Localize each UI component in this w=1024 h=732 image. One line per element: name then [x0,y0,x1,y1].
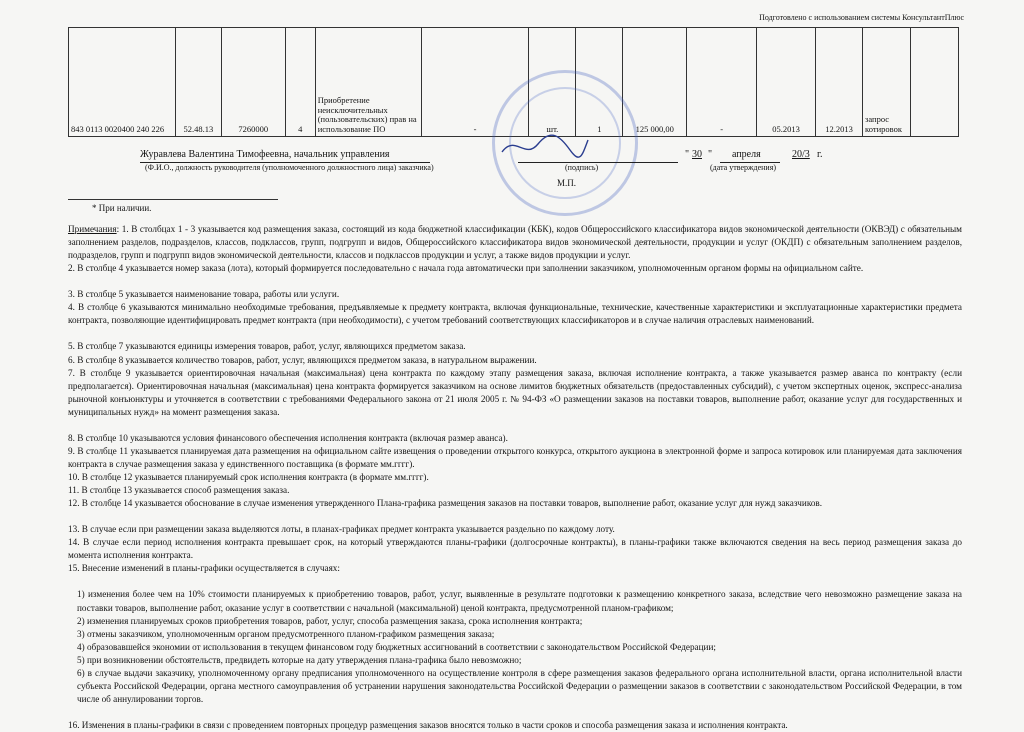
note-15: 15. Внесение изменений в планы-графики осуществляется в случаях: [68,563,340,574]
note-11: 11. В столбце 13 указывается способ размещения заказа. [68,485,290,496]
notes-section [68,223,962,732]
note-14: 14. В случае если период исполнения контракта превышает срок, на который утверждаются планы-графики (долгосрочные контракты), в планы-графики также включаются сведения на весь период размещения заказа до момента исполнения контракта. [68,537,962,561]
cell-order-num: 4 [285,28,315,137]
note-16: 16. Изменения в планы-графики в связи с проведением повторных процедур размещения заказов вносятся только в части сроков и способа размещения заказа и исполнения контракта. [68,720,788,730]
note-1: : 1. В столбцах 1 - 3 указывается код размещения заказа, состоящий из кода бюджетной классификации (КБК), кодов Общероссийского классификатора видов экономической деятельности (ОКВЭД) с обязательным заполнением разделов, подразделов, классов, подклассов, групп, подгрупп и видов, Общероссийского классификатора видов экономической деятельности, продукции и услуг (ОКДП) с обязательным заполнением разделов, подразделов, групп и подгрупп видов экономической деятельности, классов и подклассов продукции и услуг, а также видов продукции и услуг. [68,224,962,261]
caption-date: (дата утверждения) [710,163,777,172]
note-15-6: 6) в случае выдачи заказчику, уполномоченному органу предписания уполномоченного на осуществление контроля в сфере размещения заказов федерального органа исполнительной власти, органа исполнительной власти субъекта Российской Федерации, органа местного самоуправления об устранении нарушения законодательства Российской Федерации о размещении заказов в соответствии с законодательством Российской Федерации, в том числе об аннулировании торгов. [77,667,962,704]
caption-sign: (подпись) [565,163,599,172]
note-15-2: 2) изменения планируемых сроков приобретения товаров, работ, услуг, способа размещения заказа, срока исполнения контракта; [77,615,583,626]
cell-plan-date: 05.2013 [757,28,816,137]
approval-day: 30 [692,149,702,160]
cell-deadline: 12.2013 [816,28,863,137]
cell-name: Приобретение неисключительных (пользовательских) прав на использование ПО [315,28,421,137]
year-suffix: г. [817,149,823,160]
footnote-divider [68,199,278,200]
caption-person: (Ф.И.О., должность руководителя (уполномоченного должностного лица) заказчика) [145,163,434,172]
note-5: 5. В столбце 7 указываются единицы измерения товаров, работ, услуг, являющихся предметом заказа. [68,341,466,352]
header-note: Подготовлено с использованием системы КонсультантПлюс [759,13,964,22]
note-15-4: 4) образовавшейся экономии от использования в текущем финансовом году бюджетных ассигнований в соответствии с законодательством Российской Федерации; [77,641,716,652]
approval-month: апреля [732,149,761,160]
cell-finance: - [687,28,757,137]
stamp-place: М.П. [557,178,577,188]
footnote: * При наличии. [92,203,152,213]
note-9: 9. В столбце 11 указывается планируемая дата размещения на официальном сайте извещения о проведении открытого конкурса, открытого аукциона в электронной форме и запроса котировок или планируемая дата заключения контракта в случае размещения заказа у единственного поставщика (в формате мм.гггг). [68,445,962,469]
cell-qty: 1 [576,28,623,137]
cell-method: запрос котировок [863,28,911,137]
note-7: 7. В столбце 9 указывается ориентировочная начальная (максимальная) цена контракта по каждому этапу размещения заказа, включая исполнение контракта, а также указывается размер аванса по контракту (если предполагается). Ориентировочная начальная (максимальная) цена контракта формируется заказчиком на основе лимитов бюджетных обязательств (предоставленных субсидий), с учетом экспертных оценок, экспресс-анализа рыночной конъюнктуры и уточняется в соответствии с требованиями Федерального закона от 21 июля 2005 г. № 94-ФЗ «О размещении заказов на поставки товаров, выполнение работ, оказание услуг для государственных и муниципальных нужд» на момент размещения заказа. [68,367,962,417]
note-4: 4. В столбце 6 указываются минимально необходимые требования, предъявляемые к предмету контракта, включая функциональные, технические, качественные характеристики и эксплуатационные характеристики предмета контракта, позволяющие идентифицировать предмет контракта (при необходимости), с учетом требований соответствующих классификаторов и в случае наличия отраслевых наименований. [68,302,962,326]
cell-requirements: - [421,28,529,137]
cell-reason [911,28,959,137]
signature-row [140,149,940,163]
cell-okved: 52.48.13 [175,28,221,137]
day-open-quote: " [685,149,690,160]
cell-unit: шт. [529,28,576,137]
note-12: 12. В столбце 14 указывается обоснование в случае изменения утвержденного Плана-графика размещения заказов на поставки товаров, выполнение работ, оказание услуг для нужд заказчиков. [68,498,823,509]
note-15-3: 3) отмены заказчиком, уполномоченным органом предусмотренного планом-графиком размещения заказа; [77,628,495,639]
signatory-name: Журавлева Валентина Тимофеевна, начальник управления [140,149,390,160]
note-15-5: 5) при возникновении обстоятельств, предвидеть которые на дату утверждения плана-графика было невозможно; [77,654,522,665]
cell-okdp: 7260000 [221,28,285,137]
day-close-quote: " [708,149,713,160]
cell-kbk: 843 0113 0020400 240 226 [69,28,176,137]
note-6: 6. В столбце 8 указывается количество товаров, работ, услуг, являющихся предметом заказа, в натуральном выражении. [68,354,537,365]
note-10: 10. В столбце 12 указывается планируемый срок исполнения контракта (в формате мм.гггг). [68,472,429,482]
cell-price: 125 000,00 [623,28,687,137]
approval-year: 20/3 [792,149,810,160]
note-3: 3. В столбце 5 указывается наименование товара, работы или услуги. [68,289,340,300]
notes-label: Примечания [68,224,117,234]
note-13: 13. В случае если при размещении заказа выделяются лоты, в планах-графиках предмет контракта указывается раздельно по каждому лоту. [68,524,615,535]
note-2: 2. В столбце 4 указывается номер заказа (лота), который формируется последовательно с начала года автоматически при заполнении заказчиком, уполномоченным органом формы на официальном сайте. [68,263,864,274]
note-8: 8. В столбце 10 указываются условия финансового обеспечения исполнения контракта (включая размер аванса). [68,432,508,443]
note-15-1: 1) изменения более чем на 10% стоимости планируемых к приобретению товаров, работ, услуг, выявленные в результате подготовки к размещению конкретного заказа, вследствие чего невозможно размещение заказа на поставки товаров, выполнение работ, оказание услуг в соответствии с начальной (максимальной) ценой контракта, предусмотренной планом-графиком; [77,589,962,613]
